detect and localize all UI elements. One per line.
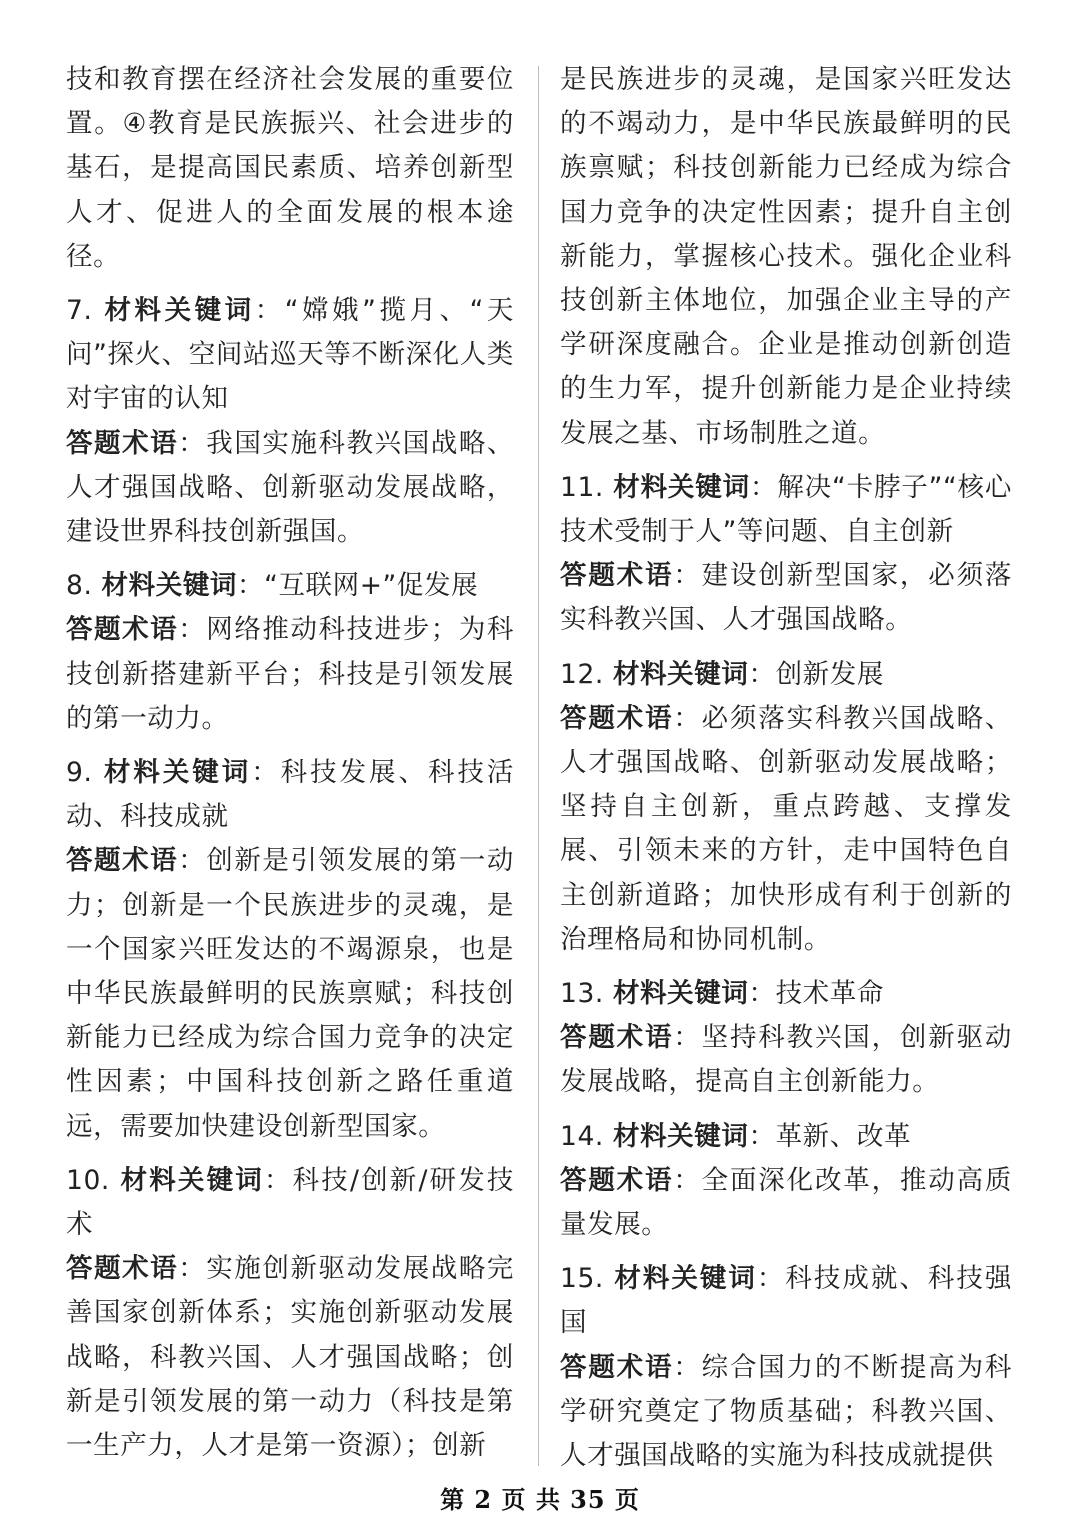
- item-number: 8.: [66, 570, 93, 602]
- keywords-label: 材料关键词: [101, 570, 238, 602]
- keywords-label: 材料关键词: [120, 1164, 264, 1196]
- keywords-text: ：创新发展: [748, 658, 884, 690]
- keywords-text: ：技术革命: [748, 978, 884, 1010]
- item-number: 15.: [560, 1263, 604, 1295]
- list-item: [66, 564, 514, 741]
- keywords-text: ：科技发展、科技活动、科技成就: [66, 757, 515, 833]
- item-number: 7.: [66, 295, 93, 327]
- material-keywords-line: [560, 653, 1012, 697]
- answer-terms-label: 答题术语: [560, 1022, 674, 1054]
- material-keywords-line: [560, 972, 1012, 1016]
- material-keywords-line: [560, 1115, 1012, 1159]
- item-number: 10.: [66, 1164, 110, 1196]
- item-number: 14.: [560, 1120, 604, 1152]
- answer-terms-line: [66, 839, 514, 1148]
- keywords-label: 材料关键词: [613, 471, 750, 503]
- item-number: 12.: [560, 658, 604, 690]
- answer-terms-text: ：建设创新型国家，必须落实科教兴国、人才强国战略。: [560, 560, 1012, 636]
- list-item: [560, 653, 1012, 962]
- keywords-label: 材料关键词: [612, 1120, 749, 1152]
- material-keywords-line: [560, 1257, 1012, 1345]
- keywords-text: ：“互联网+”促发展: [237, 570, 479, 602]
- right-intro-paragraph: 是民族进步的灵魂，是国家兴旺发达的不竭动力，是中华民族最鲜明的民族禀赋；科技创新能力已经成为综合国力竞争的决定性因素；提升自主创新能力，掌握核心技术。强化企业科技创新主体地位，加强企业主导的产学研深度融合。企业是推动创新创造的生力军，提升创新能力是企业持续发展之基、市场制胜之道。: [560, 64, 1012, 449]
- list-item: [560, 466, 1012, 643]
- keywords-text: ：“嫦娥”揽月、“天问”探火、空间站巡天等不断深化人类对宇宙的认知: [66, 295, 514, 415]
- list-item: [560, 1257, 1012, 1478]
- answer-terms-text: ：必须落实科教兴国战略、人才强国战略、创新驱动发展战略；坚持自主创新，重点跨越、支撑发展、引领未来的方针，走中国特色自主创新道路；加快形成有利于创新的治理格局和协同机制。: [560, 702, 1012, 955]
- keywords-label: 材料关键词: [104, 295, 255, 327]
- keywords-label: 材料关键词: [612, 658, 749, 690]
- item-number: 13.: [560, 978, 604, 1010]
- item-number: 11.: [560, 471, 604, 503]
- material-keywords-line: [66, 1159, 514, 1247]
- keywords-text: ：科技/创新/研发技术: [66, 1164, 515, 1241]
- answer-terms-label: 答题术语: [560, 1351, 674, 1383]
- answer-terms-text: ：网络推动科技进步；为科技创新搭建新平台；科技是引领发展的第一动力。: [66, 614, 515, 734]
- answer-terms-line: [66, 1247, 514, 1468]
- answer-terms-text: ：实施创新驱动发展战略完善国家创新体系；实施创新驱动发展战略，科教兴国、人才强国战略；创新是引领发展的第一动力（科技是第一生产力，人才是第一资源）；创新: [66, 1253, 515, 1462]
- answer-terms-line: [560, 1159, 1012, 1247]
- answer-terms-line: [560, 1346, 1012, 1479]
- answer-terms-label: 答题术语: [66, 1253, 179, 1285]
- material-keywords-line: [66, 564, 514, 608]
- answer-terms-label: 答题术语: [66, 427, 179, 459]
- answer-terms-label: 答题术语: [66, 845, 179, 877]
- keywords-label: 材料关键词: [612, 978, 749, 1010]
- left-column: [66, 58, 514, 1468]
- answer-terms-label: 答题术语: [66, 614, 179, 646]
- list-item: [66, 751, 514, 1149]
- answer-terms-line: [66, 608, 514, 741]
- answer-terms-line: [66, 422, 514, 555]
- keywords-label: 材料关键词: [103, 757, 252, 789]
- answer-terms-line: [560, 554, 1012, 642]
- keywords-label: 材料关键词: [614, 1263, 757, 1295]
- answer-terms-text: ：创新是引领发展的第一动力；创新是一个民族进步的灵魂，是一个国家兴旺发达的不竭源泉，也是中华民族最鲜明的民族禀赋；科技创新能力已经成为综合国力竞争的决定性因素；中国科技创新之路任重道远，需要加快建设创新型国家。: [66, 845, 515, 1142]
- material-keywords-line: [66, 289, 514, 422]
- answer-terms-text: ：坚持科教兴国，创新驱动发展战略，提高自主创新能力。: [560, 1022, 1012, 1098]
- list-item: [560, 972, 1012, 1105]
- keywords-text: ：革新、改革: [748, 1120, 912, 1152]
- right-column: [560, 58, 1012, 1478]
- answer-terms-line: [560, 697, 1012, 962]
- left-intro-paragraph: 技和教育摆在经济社会发展的重要位置。④教育是民族振兴、社会进步的基石，是提高国民素质、培养创新型人才、促进人的全面发展的根本途径。: [66, 64, 514, 272]
- answer-terms-text: ：综合国力的不断提高为科学研究奠定了物质基础；科教兴国、人才强国战略的实施为科技成就提供: [560, 1351, 1012, 1472]
- list-item: [66, 289, 514, 554]
- keywords-text: ：科技成就、科技强国: [560, 1263, 1013, 1339]
- answer-terms-line: [560, 1016, 1012, 1104]
- material-keywords-line: [560, 466, 1012, 554]
- item-number: 9.: [66, 757, 93, 789]
- answer-terms-label: 答题术语: [560, 1164, 674, 1196]
- answer-terms-label: 答题术语: [560, 560, 674, 592]
- material-keywords-line: [66, 751, 514, 839]
- list-item: [66, 1159, 514, 1468]
- column-divider: [538, 66, 539, 1466]
- keywords-text: ：解决“卡脖子”“核心技术受制于人”等问题、自主创新: [560, 471, 1013, 548]
- list-item: [560, 1115, 1012, 1248]
- page-number-footer: 第 2 页 共 35 页: [440, 1485, 640, 1514]
- answer-terms-text: ：我国实施科教兴国战略、人才强国战略、创新驱动发展战略，建设世界科技创新强国。: [66, 427, 515, 548]
- answer-terms-label: 答题术语: [560, 702, 674, 734]
- answer-terms-text: ：全面深化改革，推动高质量发展。: [560, 1164, 1012, 1241]
